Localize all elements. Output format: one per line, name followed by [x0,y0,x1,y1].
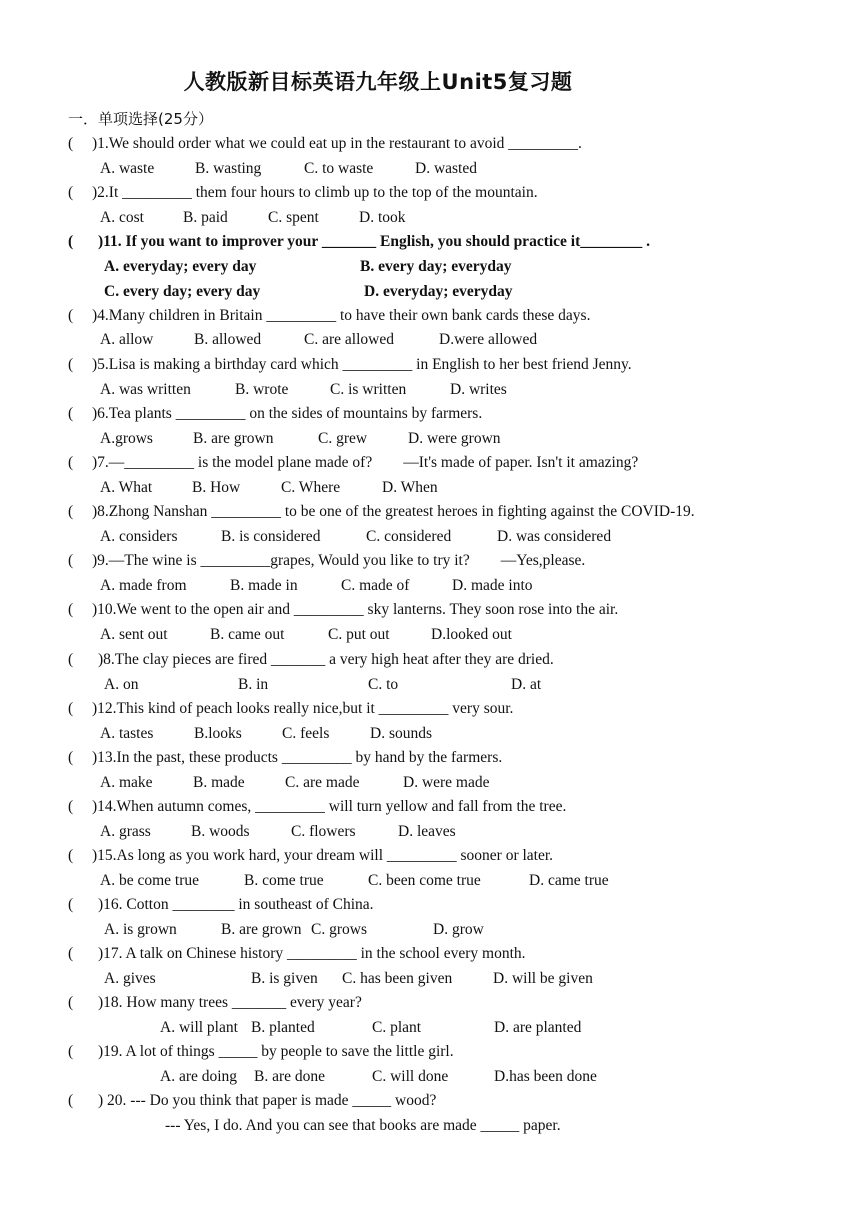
option-a: A. considers [100,528,178,545]
option-c: C. put out [328,626,390,643]
option-c: C. been come true [368,872,481,889]
option-d: D.has been done [494,1068,597,1085]
option-a: A. are doing [160,1068,238,1085]
option-a: A. everyday; every day [104,258,257,275]
question-stem: )4.Many children in Britain _________ to have their own bank cards these days. [92,307,591,324]
option-c: C. considered [366,528,452,545]
option-d: D. were grown [408,430,501,447]
question-stem: )14.When autumn comes, _________ will turn yellow and fall from the tree. [92,798,567,815]
question-5: ( )5.Lisa is making a birthday card which _________ in English to her best friend Jenny. [68,356,632,373]
option-c: C. made of [341,577,410,594]
question-3: ( )11. If you want to improver your _______ English, you should practice it________ . [68,233,651,250]
option-c: C. is written [330,381,407,398]
option-d: D. everyday; everyday [364,283,513,300]
option-a: A. will plant [160,1019,238,1036]
option-b: B. are done [254,1068,326,1085]
option-b: B. is considered [221,528,321,545]
question-6: ( )6.Tea plants _________ on the sides of mountains by farmers. [68,405,483,422]
question-stem: )5.Lisa is making a birthday card which _________ in English to her best friend Jenny. [92,356,632,373]
option-b: B. planted [251,1019,315,1036]
question-14: ( )14.When autumn comes, _________ will turn yellow and fall from the tree. [68,798,567,815]
option-d: D. When [382,479,438,496]
question-stem: )11. If you want to improver your _______ English, you should practice it________ . [98,233,651,250]
question-stem: )19. A lot of things _____ by people to save the little girl. [98,1043,454,1060]
question-15: ( )15.As long as you work hard, your dream will _________ sooner or later. [68,847,554,864]
question-8: ( )8.Zhong Nanshan _________ to be one of the greatest heroes in fighting against the COVID-19. [68,503,695,520]
option-c: C. to waste [304,160,374,177]
option-a: A. sent out [100,626,168,643]
option-b: B. every day; everyday [360,258,512,275]
option-a: A. be come true [100,872,199,889]
question-stem: )10.We went to the open air and _________ sky lanterns. They soon rose into the air. [92,601,619,618]
option-d: D. made into [452,577,533,594]
question-11: ( )8.The clay pieces are fired _______ a very high heat after they are dried. [68,651,554,668]
option-c: C. grows [311,921,367,938]
question-stem: )6.Tea plants _________ on the sides of mountains by farmers. [92,405,483,422]
option-a: A. waste [100,160,155,177]
question-stem: )15.As long as you work hard, your dream will _________ sooner or later. [92,847,554,864]
option-c: C. are made [285,774,360,791]
option-a: A. make [100,774,153,791]
page-title: 人教版新目标英语九年级上Unit5复习题 [183,70,573,94]
option-b: B.looks [194,725,242,742]
option-a: A. gives [104,970,156,987]
question-stem: ) 20. --- Do you think that paper is made _____ wood? [98,1092,437,1109]
option-a: A.grows [100,430,153,447]
option-a: A. grass [100,823,151,840]
option-b: B. in [238,676,269,693]
option-a: A. allow [100,331,154,348]
option-a: A. on [104,676,139,693]
option-b: B. wasting [195,160,262,177]
option-a: A. cost [100,209,144,226]
option-d: D. are planted [494,1019,582,1036]
option-a: A. is grown [104,921,177,938]
option-d: D. was considered [497,528,612,545]
option-c: C. has been given [342,970,453,987]
question-stem: )16. Cotton ________ in southeast of China. [98,896,374,913]
option-d: D. sounds [370,725,433,742]
question-17: ( )17. A talk on Chinese history _________ in the school every month. [68,945,526,962]
option-d: D. will be given [493,970,593,987]
option-d: D. took [359,209,406,226]
question-2: ( )2.It _________ them four hours to climb up to the top of the mountain. [68,184,538,201]
question-stem: )12.This kind of peach looks really nice,but it _________ very sour. [92,700,514,717]
option-b: B. made [193,774,245,791]
question-19: ( )19. A lot of things _____ by people to save the little girl. [68,1043,454,1060]
question-20: ( ) 20. --- Do you think that paper is made _____ wood? [68,1092,437,1109]
option-b: B. are grown [193,430,274,447]
option-b: B. made in [230,577,298,594]
option-c: C. every day; every day [104,283,261,300]
answer-line: --- Yes, I do. And you can see that books are made _____ paper. [165,1117,561,1134]
option-d: D. writes [450,381,507,398]
option-a: A. What [100,479,153,496]
option-d: D. were made [403,774,490,791]
question-stem: )17. A talk on Chinese history _________ in the school every month. [98,945,526,962]
question-stem: )8.The clay pieces are fired _______ a very high heat after they are dried. [98,651,554,668]
option-c: C. spent [268,209,319,226]
question-7: ( )7.—_________ is the model plane made of? —It's made of paper. Isn't it amazing? [68,454,639,471]
question-stem: )13.In the past, these products _________ by hand by the farmers. [92,749,503,766]
question-16: ( )16. Cotton ________ in southeast of China. [68,896,374,913]
option-a: A. made from [100,577,187,594]
option-c: C. are allowed [304,331,394,348]
question-18: ( )18. How many trees _______ every year? [68,994,362,1011]
question-stem: )7.—_________ is the model plane made of? —It's made of paper. Isn't it amazing? [92,454,639,471]
option-d: D. leaves [398,823,456,840]
option-d: D. came true [529,872,609,889]
option-b: B. paid [183,209,228,226]
option-c: C. to [368,676,399,693]
option-d: D.were allowed [439,331,538,348]
option-b: B. is given [251,970,318,987]
option-b: B. How [192,479,241,496]
option-b: B. came out [210,626,285,643]
question-10: ( )10.We went to the open air and _________ sky lanterns. They soon rose into the air. [68,601,619,618]
option-c: C. feels [282,725,330,742]
option-d: D.looked out [431,626,512,643]
question-4: ( )4.Many children in Britain _________ to have their own bank cards these days. [68,307,591,324]
option-b: B. are grown [221,921,302,938]
option-c: C. plant [372,1019,422,1036]
option-d: D. at [511,676,542,693]
option-c: C. flowers [291,823,356,840]
option-b: B. woods [191,823,250,840]
question-stem: )8.Zhong Nanshan _________ to be one of the greatest heroes in fighting against the COVID-19. [92,503,695,520]
option-a: A. was written [100,381,191,398]
question-13: ( )13.In the past, these products _________ by hand by the farmers. [68,749,503,766]
question-stem: )1.We should order what we could eat up in the restaurant to avoid _________. [92,135,582,152]
question-stem: )2.It _________ them four hours to climb up to the top of the mountain. [92,184,538,201]
section-heading: 一．单项选择(25分） [68,110,213,128]
question-12: ( )12.This kind of peach looks really nice,but it _________ very sour. [68,700,514,717]
option-a: A. tastes [100,725,154,742]
option-b: B. allowed [194,331,262,348]
option-c: C. will done [372,1068,449,1085]
option-d: D. wasted [415,160,477,177]
option-b: B. wrote [235,381,289,398]
question-stem: )9.—The wine is _________grapes, Would you like to try it? —Yes,please. [92,552,586,569]
question-stem: )18. How many trees _______ every year? [98,994,362,1011]
option-d: D. grow [433,921,484,938]
question-1: ( )1.We should order what we could eat up in the restaurant to avoid _________. [68,135,582,152]
option-c: C. grew [318,430,368,447]
question-9: ( )9.—The wine is _________grapes, Would you like to try it? —Yes,please. [68,552,586,569]
option-c: C. Where [281,479,341,496]
option-b: B. come true [244,872,324,889]
